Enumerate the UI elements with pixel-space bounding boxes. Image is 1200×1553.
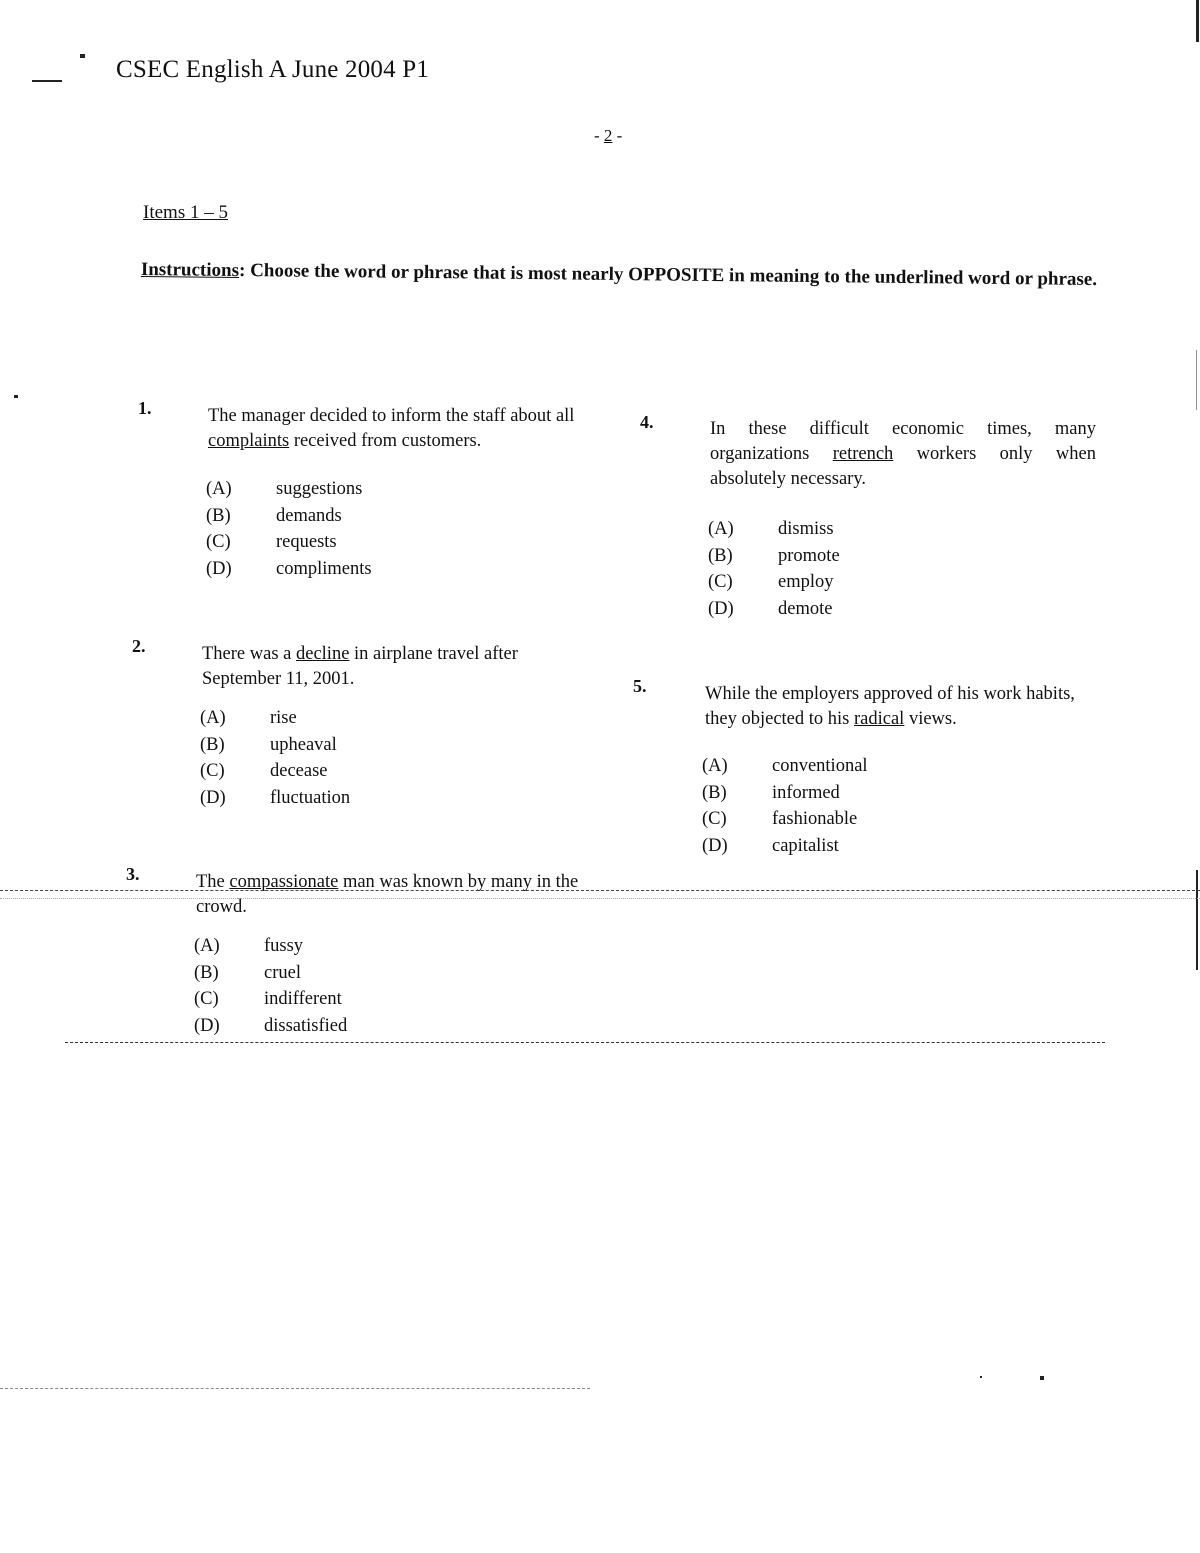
question-2-stem bbox=[202, 642, 587, 692]
option-letter: (A) bbox=[206, 479, 232, 499]
option-a[interactable] bbox=[194, 936, 347, 963]
option-text: cruel bbox=[264, 962, 301, 983]
scan-artifact bbox=[1196, 350, 1197, 410]
option-text: suggestions bbox=[276, 479, 363, 499]
option-letter: (A) bbox=[708, 519, 734, 539]
scan-fold-line bbox=[0, 890, 1200, 891]
stem-text: man was known by many in the crowd. bbox=[196, 872, 579, 917]
question-3-stem bbox=[196, 870, 591, 920]
question-4-stem bbox=[710, 417, 1096, 492]
question-5-stem bbox=[705, 682, 1095, 732]
option-letter: (B) bbox=[206, 505, 231, 526]
option-letter: (C) bbox=[702, 809, 727, 829]
instructions bbox=[141, 258, 1111, 291]
option-letter: (D) bbox=[206, 558, 232, 579]
underlined-word: decline bbox=[296, 644, 350, 664]
option-c[interactable] bbox=[200, 761, 350, 788]
question-5-options bbox=[702, 756, 868, 862]
option-letter: (B) bbox=[200, 734, 225, 755]
option-letter: (A) bbox=[702, 756, 728, 776]
underlined-word: complaints bbox=[208, 431, 290, 451]
option-text: compliments bbox=[276, 558, 372, 579]
underlined-word: retrench bbox=[832, 444, 894, 464]
stem-text: views. bbox=[904, 709, 957, 729]
option-text: demands bbox=[276, 505, 342, 526]
option-b[interactable] bbox=[702, 783, 868, 810]
page-number-value: 2 bbox=[603, 126, 613, 145]
option-b[interactable] bbox=[708, 546, 840, 573]
option-b[interactable] bbox=[200, 735, 350, 762]
scan-fold-line bbox=[0, 898, 1200, 899]
scan-artifact bbox=[80, 54, 85, 58]
option-text: employ bbox=[778, 572, 834, 592]
option-text: conventional bbox=[772, 756, 868, 776]
scan-artifact bbox=[1196, 870, 1198, 970]
option-d[interactable] bbox=[200, 788, 350, 815]
option-a[interactable] bbox=[206, 479, 372, 506]
stem-text: There was a bbox=[202, 644, 296, 664]
question-2-number: 2. bbox=[132, 636, 146, 656]
option-b[interactable] bbox=[194, 963, 347, 990]
option-text: fluctuation bbox=[270, 787, 351, 808]
stem-text: workers only when absolutely necessary. bbox=[710, 444, 1096, 489]
option-c[interactable] bbox=[206, 532, 372, 559]
option-text: capitalist bbox=[772, 835, 839, 856]
option-letter: (B) bbox=[702, 782, 727, 803]
question-1-options bbox=[206, 479, 372, 585]
option-text: promote bbox=[778, 545, 840, 566]
option-text: fashionable bbox=[772, 809, 858, 829]
option-c[interactable] bbox=[194, 989, 347, 1016]
question-2-options bbox=[200, 708, 350, 814]
option-c[interactable] bbox=[708, 572, 840, 599]
items-range-label: Items 1 – 5 bbox=[143, 202, 228, 223]
option-text: requests bbox=[276, 532, 337, 552]
option-letter: (A) bbox=[194, 936, 220, 956]
instructions-text: : Choose the word or phrase that is most nearly OPPOSITE in meaning to the underlined word or phrase. bbox=[238, 260, 1098, 291]
option-letter: (C) bbox=[200, 761, 225, 781]
page-number-prefix: - bbox=[594, 126, 604, 145]
stem-text: The bbox=[196, 872, 230, 892]
scan-artifact bbox=[32, 80, 62, 82]
stem-text: received from customers. bbox=[289, 431, 482, 451]
option-letter: (D) bbox=[194, 1015, 220, 1036]
page-number bbox=[594, 126, 622, 146]
scan-fold-line bbox=[65, 1042, 1105, 1043]
scan-artifact bbox=[980, 1376, 982, 1378]
scan-fold-line bbox=[0, 1388, 590, 1389]
option-text: dissatisfied bbox=[264, 1015, 348, 1036]
option-a[interactable] bbox=[702, 756, 868, 783]
option-a[interactable] bbox=[200, 708, 350, 735]
stem-text: While the employers approved of his work habits, they objected to his bbox=[705, 684, 1075, 729]
document-title: CSEC English A June 2004 P1 bbox=[116, 56, 430, 83]
option-text: dismiss bbox=[778, 519, 834, 539]
option-c[interactable] bbox=[702, 809, 868, 836]
option-d[interactable] bbox=[708, 599, 840, 626]
stem-text: in airplane travel after September 11, 2001. bbox=[202, 644, 518, 689]
option-d[interactable] bbox=[702, 836, 868, 863]
option-text: indifferent bbox=[264, 989, 342, 1009]
stem-text: In these difficult economic times, many organizations bbox=[710, 419, 1096, 464]
option-b[interactable] bbox=[206, 506, 372, 533]
question-1-stem bbox=[208, 404, 600, 454]
option-letter: (D) bbox=[702, 835, 728, 856]
option-letter: (C) bbox=[194, 989, 219, 1009]
scan-artifact bbox=[14, 395, 18, 398]
option-letter: (B) bbox=[708, 545, 733, 566]
option-d[interactable] bbox=[194, 1016, 347, 1043]
question-5-number: 5. bbox=[633, 676, 647, 696]
option-a[interactable] bbox=[708, 519, 840, 546]
question-4-number: 4. bbox=[640, 412, 654, 432]
option-text: decease bbox=[270, 761, 328, 781]
option-text: fussy bbox=[264, 936, 304, 956]
stem-text: The manager decided to inform the staff about all bbox=[208, 406, 575, 426]
underlined-word: radical bbox=[854, 709, 905, 729]
question-3-number: 3. bbox=[126, 864, 140, 884]
option-text: demote bbox=[778, 598, 833, 619]
option-text: informed bbox=[772, 782, 840, 803]
option-text: upheaval bbox=[270, 734, 337, 755]
option-letter: (B) bbox=[194, 962, 219, 983]
option-letter: (C) bbox=[206, 532, 231, 552]
question-4-options bbox=[708, 519, 840, 625]
option-letter: (C) bbox=[708, 572, 733, 592]
option-text: rise bbox=[270, 708, 297, 728]
question-1-number: 1. bbox=[138, 398, 152, 418]
scan-artifact bbox=[1196, 0, 1199, 42]
option-letter: (D) bbox=[200, 787, 226, 808]
option-letter: (D) bbox=[708, 598, 734, 619]
option-letter: (A) bbox=[200, 708, 226, 728]
option-d[interactable] bbox=[206, 559, 372, 586]
question-3-options bbox=[194, 936, 347, 1042]
underlined-word: compassionate bbox=[229, 872, 339, 892]
instructions-label: Instructions bbox=[140, 258, 240, 282]
page-number-suffix: - bbox=[612, 126, 623, 145]
scan-artifact bbox=[1040, 1376, 1044, 1380]
